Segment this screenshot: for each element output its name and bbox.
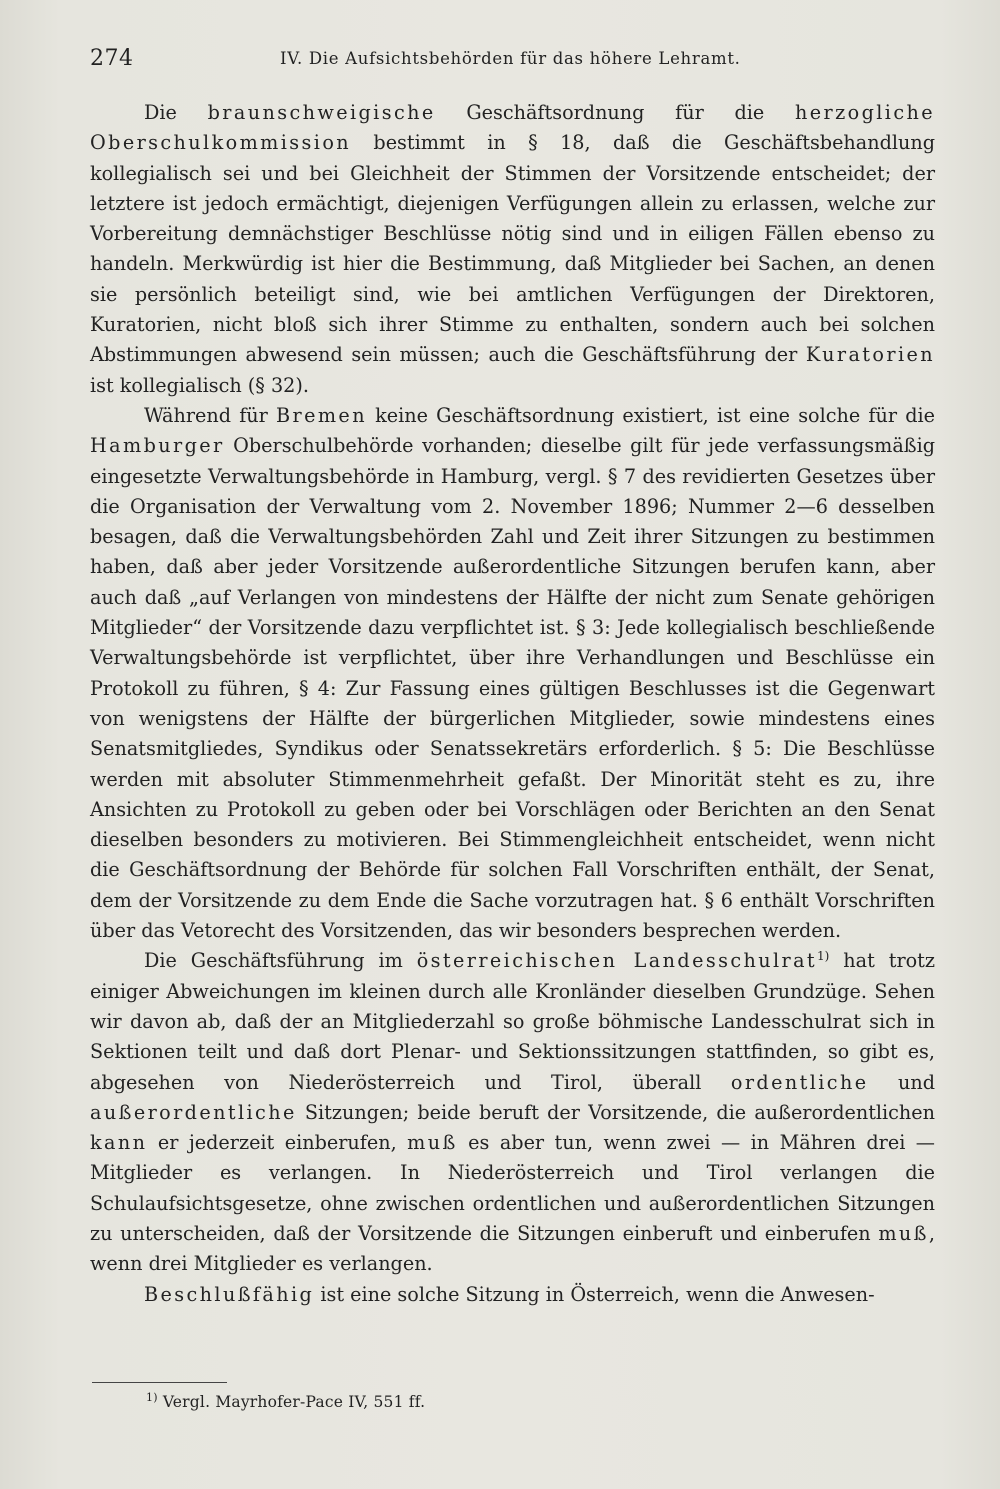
spaced-emphasis: muß (878, 1221, 929, 1245)
text-run: Die Geschäftsführung im (144, 949, 417, 973)
spaced-emphasis: braunschweigische (207, 101, 436, 124)
spaced-emphasis: außerordentliche (90, 1100, 297, 1124)
text-run: Geschäftsordnung für die (435, 101, 796, 124)
footnote-reference[interactable]: 1) (817, 949, 830, 964)
text-run: bestimmt in § 18, daß die Geschäftsbehandlung kollegialisch sei und bei Gleichheit der Stimmen der Vorsitzende entscheidet; der letztere ist jedoch ermächtigt, diejenigen Verfügungen allein zu erlassen, welche zur Vorbereitung demnächstiger Beschlüsse nötig sind und in eiligen Fällen ebenso zu handeln. Merkwürdig ist hier die Bestimmung, daß Mitglieder bei Sachen, an denen sie persönlich beteiligt sind, wie bei amtlichen Verfügungen der Direktoren, Kuratorien, nicht bloß sich ihrer Stimme zu enthalten, sondern auch bei solchen Abstimmungen abwesend sein müssen; auch die Geschäftsführung der (90, 131, 935, 367)
text-run: ist eine solche Sitzung in Österreich, wenn die Anwesen- (314, 1282, 875, 1306)
spaced-emphasis: österreichischen Landesschulrat (416, 949, 818, 973)
paragraph-3 (90, 946, 935, 1279)
text-run: Während für (144, 403, 277, 427)
spaced-emphasis: Bremen (276, 403, 367, 427)
spaced-emphasis: Hamburger (90, 434, 225, 458)
text-run: keine Geschäftsordnung existiert, ist eine solche für die (366, 403, 935, 427)
running-head: IV. Die Aufsichtsbehörden für das höhere Lehramt. (280, 49, 741, 68)
spaced-emphasis: Beschlußfähig (144, 1282, 315, 1306)
footnote-divider (92, 1382, 227, 1383)
spaced-emphasis: ordentliche (730, 1070, 869, 1094)
text-run: Sitzungen; beide beruft der Vorsitzende, die außerordentlichen (296, 1100, 935, 1124)
text-run: ist kollegialisch (§ 32). (90, 373, 309, 397)
text-run: er jederzeit einberufen, (147, 1131, 408, 1155)
paragraph-2 (90, 401, 935, 946)
text-run: es aber tun, wenn zwei — in Mähren drei — Mitglieder es verlangen. In Niederösterreich und Tirol verlangen die Schulaufsichtsgesetze, ohne zwischen ordentlichen und außerordentlichen Sitzungen zu unterscheiden, daß der Vorsitzende die Sitzungen einberuft und einberufen (90, 1131, 935, 1245)
body-text (90, 98, 935, 1310)
text-run: Die (144, 101, 208, 124)
page-number: 274 (90, 46, 134, 71)
spaced-emphasis: muß (407, 1131, 458, 1155)
footnote-text: Vergl. Mayrhofer-Pace IV, 551 ff. (157, 1393, 426, 1411)
spaced-emphasis: kann (90, 1131, 148, 1155)
page-header (90, 46, 935, 76)
text-run: und (868, 1070, 935, 1094)
text-run: Oberschulbehörde vorhanden; dieselbe gilt für jede verfassungsmäßig eingesetzte Verwaltungsbehörde in Hamburg, vergl. § 7 des revidierten Gesetzes über die Organisation der Verwaltung vom 2. November 1896; Nummer 2—6 desselben besagen, daß die Verwaltungsbehörden Zahl und Zeit ihrer Sitzungen zu bestimmen haben, daß aber jeder Vorsitzende außerordentliche Sitzungen berufen kann, aber auch daß „auf Verlangen von mindestens der Hälfte der nicht zum Senate gehörigen Mitglieder“ der Vorsitzende dazu verpflichtet ist. § 3: Jede kollegialisch beschließende Verwaltungsbehörde ist verpflichtet, über ihre Verhandlungen und Beschlüsse ein Protokoll zu führen, § 4: Zur Fassung eines gültigen Beschlusses ist die Gegenwart von wenigstens der Hälfte der bürgerlichen Mitglieder, sowie mindestens eines Senatsmitgliedes, Syndikus oder Senatssekretärs erforderlich. § 5: Die Beschlüsse werden mit absoluter Stimmenmehrheit gefaßt. Der Minorität steht es zu, ihre Ansichten zu Protokoll zu geben oder bei Vorschlägen oder Berichten an den Senat dieselben besonders zu motivieren. Bei Stimmengleichheit entscheidet, wenn nicht die Geschäftsordnung der Behörde für solchen Fall Vorschriften enthält, der Senat, dem der Vorsitzende zu dem Ende die Sache vorzutragen hat. § 6 enthält Vorschriften über das Vetorecht des Vorsitzenden, das wir besonders besprechen werden. (90, 434, 935, 943)
text-run: hat trotz einiger Abweichungen im kleinen durch alle Kronländer dieselben Grundzüge. Sehen wir davon ab, daß der an Mitgliederzahl so große böhmische Landesschulrat sich in Sektionen teilt und daß dort Plenar- und Sektionssitzungen stattfinden, so gibt es, abgesehen von Niederösterreich und Tirol, überall (90, 949, 935, 1094)
spaced-emphasis: Kuratorien (805, 343, 935, 367)
paragraph-4 (90, 1280, 935, 1310)
paragraph-1 (90, 98, 935, 401)
footnote (146, 1393, 425, 1411)
text-run: , wenn drei Mitglieder es verlangen. (90, 1221, 935, 1276)
footnote-marker: 1) (146, 1391, 158, 1404)
spaced-emphasis: herzogliche Oberschulkommission (90, 101, 935, 155)
